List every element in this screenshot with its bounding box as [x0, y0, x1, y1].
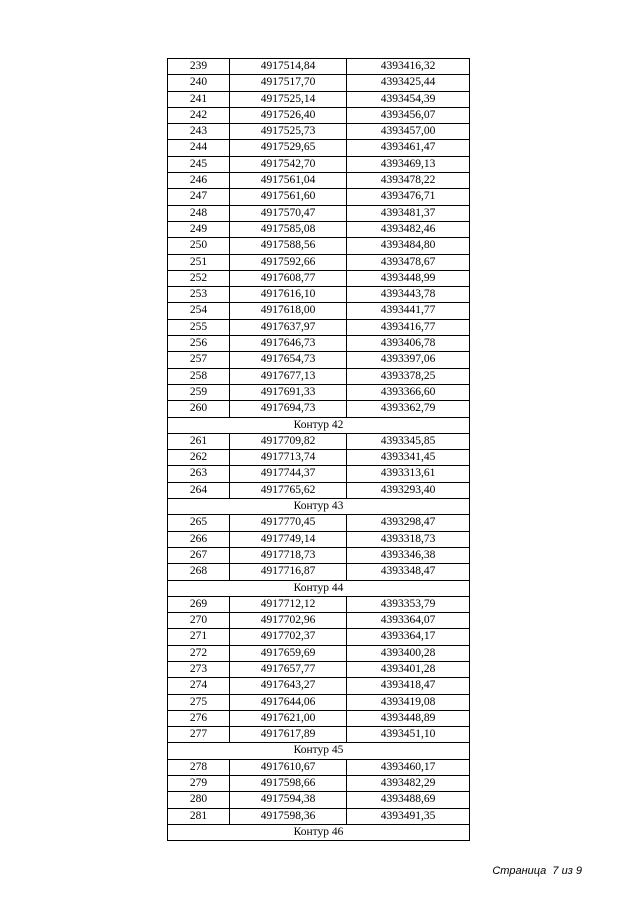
- x-coordinate-cell: 4917610,67: [230, 759, 347, 775]
- point-number-cell: 270: [168, 613, 230, 629]
- table-row: [168, 401, 470, 417]
- point-number-cell: 249: [168, 221, 230, 237]
- table-row: [168, 303, 470, 319]
- y-coordinate-cell: 4393482,29: [347, 776, 470, 792]
- y-coordinate-cell: 4393416,32: [347, 59, 470, 75]
- point-number-cell: 272: [168, 645, 230, 661]
- point-number-cell: 244: [168, 140, 230, 156]
- x-coordinate-cell: 4917744,37: [230, 466, 347, 482]
- x-coordinate-cell: 4917716,87: [230, 564, 347, 580]
- table-row: [168, 613, 470, 629]
- y-coordinate-cell: 4393341,45: [347, 450, 470, 466]
- table-row: [168, 776, 470, 792]
- y-coordinate-cell: 4393401,28: [347, 661, 470, 677]
- contour-header-row: [168, 743, 470, 759]
- y-coordinate-cell: 4393460,17: [347, 759, 470, 775]
- x-coordinate-cell: 4917749,14: [230, 531, 347, 547]
- table-row: [168, 596, 470, 612]
- y-coordinate-cell: 4393457,00: [347, 124, 470, 140]
- point-number-cell: 264: [168, 482, 230, 498]
- x-coordinate-cell: 4917616,10: [230, 287, 347, 303]
- point-number-cell: 253: [168, 287, 230, 303]
- x-coordinate-cell: 4917517,70: [230, 75, 347, 91]
- point-number-cell: 271: [168, 629, 230, 645]
- x-coordinate-cell: 4917657,77: [230, 661, 347, 677]
- y-coordinate-cell: 4393345,85: [347, 433, 470, 449]
- y-coordinate-cell: 4393348,47: [347, 564, 470, 580]
- x-coordinate-cell: 4917646,73: [230, 336, 347, 352]
- table-row: [168, 629, 470, 645]
- x-coordinate-cell: 4917691,33: [230, 384, 347, 400]
- y-coordinate-cell: 4393481,37: [347, 205, 470, 221]
- table-row: [168, 91, 470, 107]
- x-coordinate-cell: 4917598,36: [230, 808, 347, 824]
- point-number-cell: 273: [168, 661, 230, 677]
- point-number-cell: 275: [168, 694, 230, 710]
- table-row: [168, 270, 470, 286]
- x-coordinate-cell: 4917713,74: [230, 450, 347, 466]
- point-number-cell: 260: [168, 401, 230, 417]
- x-coordinate-cell: 4917561,60: [230, 189, 347, 205]
- y-coordinate-cell: 4393476,71: [347, 189, 470, 205]
- point-number-cell: 251: [168, 254, 230, 270]
- y-coordinate-cell: 4393362,79: [347, 401, 470, 417]
- y-coordinate-cell: 4393364,07: [347, 613, 470, 629]
- table-row: [168, 319, 470, 335]
- point-number-cell: 268: [168, 564, 230, 580]
- point-number-cell: 277: [168, 727, 230, 743]
- y-coordinate-cell: 4393313,61: [347, 466, 470, 482]
- x-coordinate-cell: 4917702,37: [230, 629, 347, 645]
- contour-label: Контур 44: [168, 580, 470, 596]
- y-coordinate-cell: 4393397,06: [347, 352, 470, 368]
- table-row: [168, 140, 470, 156]
- x-coordinate-cell: 4917514,84: [230, 59, 347, 75]
- y-coordinate-cell: 4393482,46: [347, 221, 470, 237]
- table-row: [168, 156, 470, 172]
- table-row: [168, 221, 470, 237]
- y-coordinate-cell: 4393298,47: [347, 515, 470, 531]
- x-coordinate-cell: 4917588,56: [230, 238, 347, 254]
- point-number-cell: 255: [168, 319, 230, 335]
- point-number-cell: 276: [168, 710, 230, 726]
- point-number-cell: 281: [168, 808, 230, 824]
- table-row: [168, 107, 470, 123]
- x-coordinate-cell: 4917718,73: [230, 547, 347, 563]
- point-number-cell: 252: [168, 270, 230, 286]
- x-coordinate-cell: 4917659,69: [230, 645, 347, 661]
- point-number-cell: 254: [168, 303, 230, 319]
- point-number-cell: 280: [168, 792, 230, 808]
- y-coordinate-cell: 4393416,77: [347, 319, 470, 335]
- contour-label: Контур 43: [168, 499, 470, 515]
- table-row: [168, 564, 470, 580]
- table-row: [168, 336, 470, 352]
- table-row: [168, 808, 470, 824]
- table-row: [168, 368, 470, 384]
- x-coordinate-cell: 4917542,70: [230, 156, 347, 172]
- point-number-cell: 250: [168, 238, 230, 254]
- point-number-cell: 240: [168, 75, 230, 91]
- point-number-cell: 239: [168, 59, 230, 75]
- point-number-cell: 246: [168, 173, 230, 189]
- x-coordinate-cell: 4917618,00: [230, 303, 347, 319]
- x-coordinate-cell: 4917709,82: [230, 433, 347, 449]
- x-coordinate-cell: 4917529,65: [230, 140, 347, 156]
- table-row: [168, 645, 470, 661]
- x-coordinate-cell: 4917694,73: [230, 401, 347, 417]
- point-number-cell: 261: [168, 433, 230, 449]
- x-coordinate-cell: 4917702,96: [230, 613, 347, 629]
- y-coordinate-cell: 4393353,79: [347, 596, 470, 612]
- y-coordinate-cell: 4393488,69: [347, 792, 470, 808]
- point-number-cell: 263: [168, 466, 230, 482]
- contour-label: Контур 46: [168, 824, 470, 840]
- table-row: [168, 678, 470, 694]
- contour-header-row: [168, 824, 470, 840]
- point-number-cell: 259: [168, 384, 230, 400]
- point-number-cell: 248: [168, 205, 230, 221]
- point-number-cell: 241: [168, 91, 230, 107]
- y-coordinate-cell: 4393418,47: [347, 678, 470, 694]
- point-number-cell: 247: [168, 189, 230, 205]
- y-coordinate-cell: 4393441,77: [347, 303, 470, 319]
- x-coordinate-cell: 4917585,08: [230, 221, 347, 237]
- x-coordinate-cell: 4917608,77: [230, 270, 347, 286]
- table-row: [168, 710, 470, 726]
- y-coordinate-cell: 4393454,39: [347, 91, 470, 107]
- y-coordinate-cell: 4393400,28: [347, 645, 470, 661]
- y-coordinate-cell: 4393366,60: [347, 384, 470, 400]
- point-number-cell: 266: [168, 531, 230, 547]
- table-row: [168, 661, 470, 677]
- x-coordinate-cell: 4917643,27: [230, 678, 347, 694]
- table-row: [168, 450, 470, 466]
- contour-header-row: [168, 580, 470, 596]
- point-number-cell: 278: [168, 759, 230, 775]
- x-coordinate-cell: 4917770,45: [230, 515, 347, 531]
- x-coordinate-cell: 4917712,12: [230, 596, 347, 612]
- x-coordinate-cell: 4917570,47: [230, 205, 347, 221]
- table-row: [168, 433, 470, 449]
- y-coordinate-cell: 4393478,67: [347, 254, 470, 270]
- page-footer: [492, 865, 582, 877]
- point-number-cell: 245: [168, 156, 230, 172]
- point-number-cell: 265: [168, 515, 230, 531]
- table-row: [168, 384, 470, 400]
- y-coordinate-cell: 4393448,89: [347, 710, 470, 726]
- table-row: [168, 466, 470, 482]
- contour-header-row: [168, 417, 470, 433]
- y-coordinate-cell: 4393456,07: [347, 107, 470, 123]
- y-coordinate-cell: 4393406,78: [347, 336, 470, 352]
- y-coordinate-cell: 4393469,13: [347, 156, 470, 172]
- y-coordinate-cell: 4393451,10: [347, 727, 470, 743]
- y-coordinate-cell: 4393478,22: [347, 173, 470, 189]
- table-row: [168, 238, 470, 254]
- x-coordinate-cell: 4917598,66: [230, 776, 347, 792]
- x-coordinate-cell: 4917677,13: [230, 368, 347, 384]
- page-separator: из: [561, 865, 573, 877]
- y-coordinate-cell: 4393318,73: [347, 531, 470, 547]
- table-row: [168, 75, 470, 91]
- page-current: 7: [552, 865, 559, 877]
- y-coordinate-cell: 4393448,99: [347, 270, 470, 286]
- x-coordinate-cell: 4917526,40: [230, 107, 347, 123]
- x-coordinate-cell: 4917525,73: [230, 124, 347, 140]
- table-row: [168, 531, 470, 547]
- x-coordinate-cell: 4917765,62: [230, 482, 347, 498]
- point-number-cell: 257: [168, 352, 230, 368]
- table-row: [168, 547, 470, 563]
- x-coordinate-cell: 4917637,97: [230, 319, 347, 335]
- table-row: [168, 727, 470, 743]
- y-coordinate-cell: 4393293,40: [347, 482, 470, 498]
- table-row: [168, 352, 470, 368]
- point-number-cell: 243: [168, 124, 230, 140]
- table-row: [168, 189, 470, 205]
- x-coordinate-cell: 4917644,06: [230, 694, 347, 710]
- point-number-cell: 242: [168, 107, 230, 123]
- x-coordinate-cell: 4917561,04: [230, 173, 347, 189]
- table-row: [168, 205, 470, 221]
- table-row: [168, 287, 470, 303]
- y-coordinate-cell: 4393484,80: [347, 238, 470, 254]
- x-coordinate-cell: 4917525,14: [230, 91, 347, 107]
- table-row: [168, 759, 470, 775]
- contour-label: Контур 45: [168, 743, 470, 759]
- table-row: [168, 482, 470, 498]
- page-label: Страница: [492, 865, 547, 877]
- table-row: [168, 694, 470, 710]
- coordinates-table-body: [168, 59, 470, 841]
- contour-label: Контур 42: [168, 417, 470, 433]
- point-number-cell: 256: [168, 336, 230, 352]
- y-coordinate-cell: 4393461,47: [347, 140, 470, 156]
- x-coordinate-cell: 4917594,38: [230, 792, 347, 808]
- point-number-cell: 269: [168, 596, 230, 612]
- table-row: [168, 59, 470, 75]
- x-coordinate-cell: 4917654,73: [230, 352, 347, 368]
- table-row: [168, 792, 470, 808]
- point-number-cell: 258: [168, 368, 230, 384]
- x-coordinate-cell: 4917617,89: [230, 727, 347, 743]
- x-coordinate-cell: 4917621,00: [230, 710, 347, 726]
- table-row: [168, 515, 470, 531]
- contour-header-row: [168, 499, 470, 515]
- table-row: [168, 124, 470, 140]
- y-coordinate-cell: 4393443,78: [347, 287, 470, 303]
- y-coordinate-cell: 4393378,25: [347, 368, 470, 384]
- y-coordinate-cell: 4393419,08: [347, 694, 470, 710]
- y-coordinate-cell: 4393346,38: [347, 547, 470, 563]
- y-coordinate-cell: 4393491,35: [347, 808, 470, 824]
- y-coordinate-cell: 4393425,44: [347, 75, 470, 91]
- y-coordinate-cell: 4393364,17: [347, 629, 470, 645]
- x-coordinate-cell: 4917592,66: [230, 254, 347, 270]
- point-number-cell: 274: [168, 678, 230, 694]
- point-number-cell: 267: [168, 547, 230, 563]
- page-total: 9: [575, 865, 582, 877]
- coordinates-table: [167, 58, 470, 841]
- table-row: [168, 173, 470, 189]
- table-row: [168, 254, 470, 270]
- point-number-cell: 279: [168, 776, 230, 792]
- point-number-cell: 262: [168, 450, 230, 466]
